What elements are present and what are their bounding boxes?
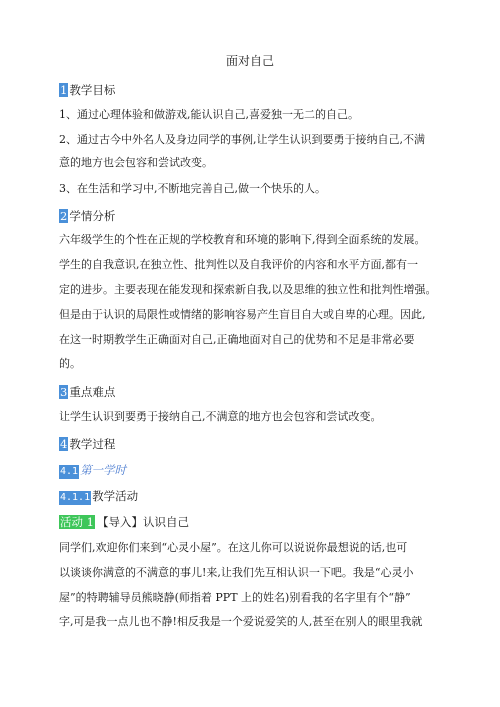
subsection-heading-activities: [59, 488, 459, 505]
section-heading-objectives: [59, 82, 459, 98]
section-number-badge: 3: [60, 385, 68, 399]
section-heading-label: 重点难点: [69, 385, 116, 399]
paragraph-line: 屋”的特聘辅导员熊晓静(师指着 PPT 上的姓名)别看我的名字里有个“静”: [59, 591, 411, 604]
paragraph-line: 让学生认识到要勇于接纳自己,不满意的地方也会包容和尝试改变。: [59, 410, 382, 423]
paragraph-line: 字,可是我一点儿也不静!相反我是一个爱说爱笑的人,甚至在别人的眼里我就: [59, 615, 423, 628]
subsection-number-badge: 4.1.1: [60, 492, 91, 503]
subsection-number-badge: 4.1: [60, 466, 79, 477]
section-number-badge: 2: [60, 209, 68, 223]
section-number-badge: 4: [60, 437, 68, 451]
paragraph-line: 的。: [59, 357, 81, 370]
paragraph-line: 在这一时期教学生正确面对自己,正确地面对自己的优势和不足是非常必要: [59, 333, 415, 346]
paragraph-line: 意的地方也会包容和尝试改变。: [59, 156, 213, 169]
subsection-heading-label: 教学活动: [92, 489, 139, 503]
page-title: 面对自己: [225, 54, 274, 68]
section-number-badge: 1: [60, 83, 68, 97]
activity-heading: [59, 514, 459, 530]
paragraph-line: 但是由于认识的局限性或情绪的影响容易产生盲目自大或自卑的心理。因此,: [59, 308, 426, 321]
paragraph-line: 学生的自我意识,在独立性、批判性以及自我评价的内容和水平方面,都有一: [59, 258, 418, 271]
activity-heading-label: 【导入】认识自己: [96, 515, 189, 529]
activity-number-badge: 活动 1: [60, 515, 94, 529]
section-heading-analysis: [59, 208, 459, 224]
section-heading-label: 教学目标: [69, 83, 116, 97]
section-heading-label: 教学过程: [69, 437, 116, 451]
paragraph-line: 1、通过心理体验和做游戏,能认识自己,喜爱独一无二的自己。: [59, 108, 359, 121]
subsection-heading-first-lesson: [59, 462, 459, 479]
subsection-heading-label: 第一学时: [80, 463, 127, 477]
section-heading-key-points: [59, 384, 459, 400]
paragraph-line: 同学们,欢迎你们来到“心灵小屋”。在这儿你可以说说你最想说的话,也可: [59, 541, 408, 554]
paragraph-line: 2、通过古今中外名人及身边同学的事例,让学生认识到要勇于接纳自己,不满: [59, 133, 425, 146]
paragraph-line: 六年级学生的个性在正规的学校教育和环境的影响下,得到全面系统的发展。: [59, 233, 426, 246]
paragraph-line: 以谈谈你满意的不满意的事儿!来,让我们先互相认识一下吧。我是“心灵小: [59, 566, 414, 579]
paragraph-line: 定的进步。主要表现在能发现和探索新自我,以及思维的独立性和批判性增强。: [59, 283, 437, 296]
section-heading-process: [59, 436, 459, 452]
paragraph-line: 3、在生活和学习中,不断地完善自己,做一个快乐的人。: [59, 182, 326, 195]
section-heading-label: 学情分析: [69, 209, 116, 223]
